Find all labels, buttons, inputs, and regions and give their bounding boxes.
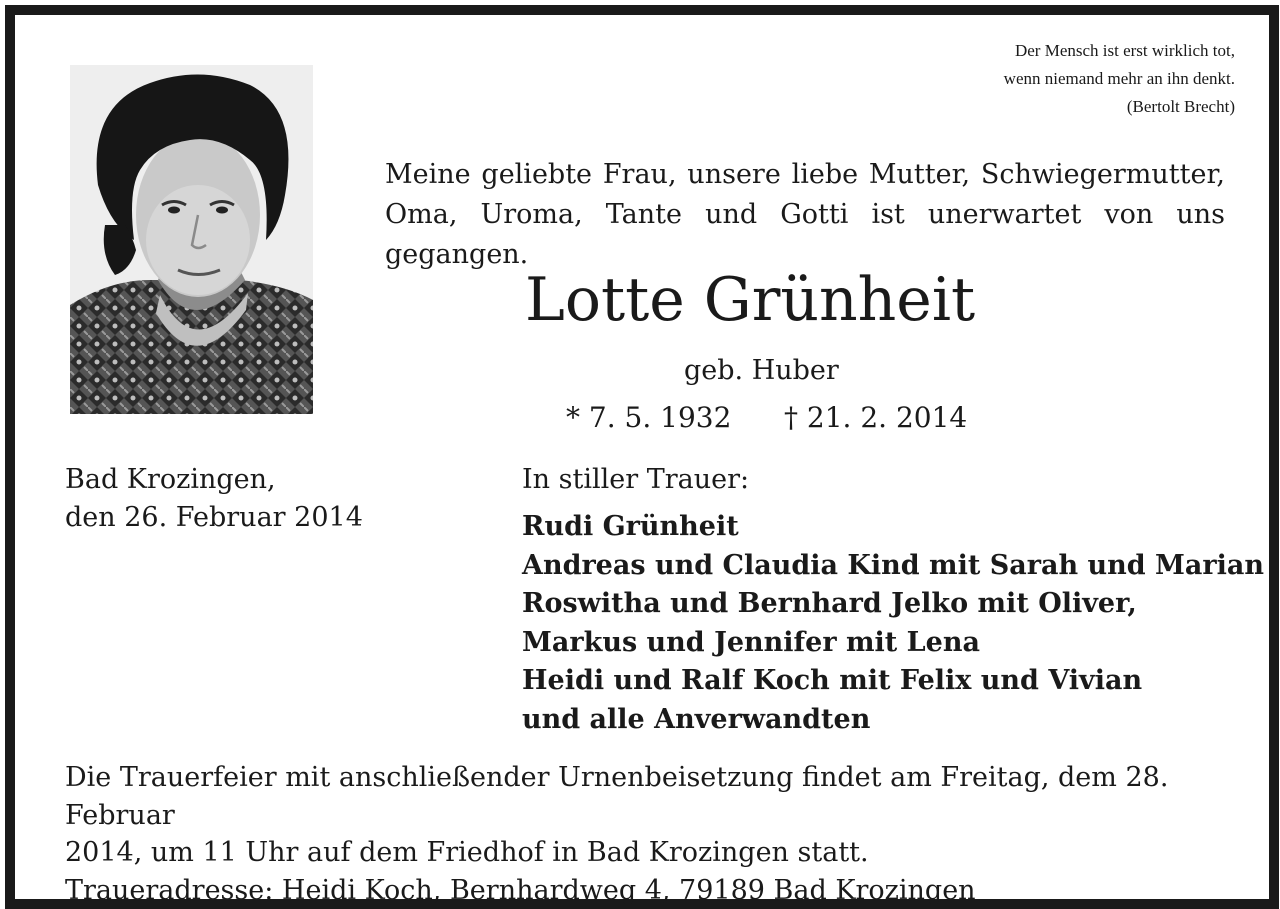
place-line: Bad Krozingen,	[65, 464, 276, 495]
mourner-entry: und alle Anverwandten	[522, 703, 871, 735]
birth-date: * 7. 5. 1932	[566, 401, 732, 434]
funeral-line-2: 2014, um 11 Uhr auf dem Friedhof in Bad Krozingen statt.	[65, 837, 869, 868]
quote-line-2: wenn niemand mehr an ihn denkt.	[1003, 69, 1235, 88]
death-date: † 21. 2. 2014	[784, 401, 968, 434]
portrait-photo	[70, 65, 313, 414]
funeral-line-1: Die Trauerfeier mit anschließender Urnenbeisetzung findet am Freitag, dem 28. Februar	[65, 762, 1169, 831]
deceased-name: Lotte Grünheit	[525, 265, 976, 335]
mourning-address: Traueradresse: Heidi Koch, Bernhardweg 4, 79189 Bad Krozingen	[65, 874, 976, 906]
quote	[1004, 37, 1235, 121]
birth-name: geb. Huber	[684, 355, 839, 386]
mourning-label: In stiller Trauer:	[522, 464, 750, 495]
portrait-illustration	[70, 65, 313, 414]
mourner-entry: Heidi und Ralf Koch mit Felix und Vivian	[522, 665, 1143, 696]
mourners-list	[522, 508, 1264, 739]
intro-line-1: Meine geliebte Frau, unsere liebe Mutter, Schwiegermutter,	[385, 159, 1225, 190]
mourner-entry: Markus und Jennifer mit Lena	[522, 626, 980, 658]
mourner-entry: Rudi Grünheit	[522, 511, 739, 542]
place-and-date	[65, 461, 363, 537]
mourner-entry: Roswitha und Bernhard Jelko mit Oliver,	[522, 588, 1137, 619]
quote-line-1: Der Mensch ist erst wirklich tot,	[1014, 41, 1235, 60]
mourner-entry: Andreas und Claudia Kind mit Sarah und Marian	[522, 549, 1264, 581]
quote-author: (Bertolt Brecht)	[1126, 97, 1235, 116]
date-line: den 26. Februar 2014	[65, 502, 363, 533]
funeral-details	[65, 759, 1225, 909]
obituary-notice	[5, 5, 1279, 909]
intro-text	[385, 155, 1225, 275]
intro-line-2: Oma, Uroma, Tante und Gotti ist unerwartet von uns gegangen.	[385, 199, 1225, 270]
